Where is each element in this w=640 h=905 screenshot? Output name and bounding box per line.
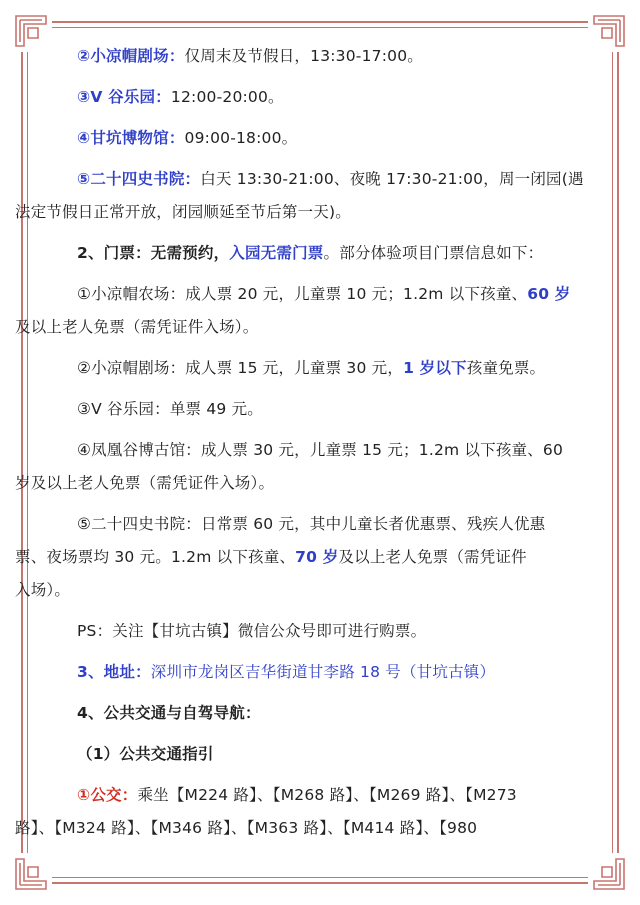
tickets-heading-label: 2、门票：无需预约， [77, 244, 230, 262]
bus-routes-cont: 路】、【M324 路】、【M346 路】、【M363 路】、【M414 路】、【980 [15, 819, 478, 837]
transport-subheading-text: （1）公共交通指引 [77, 745, 214, 763]
frame-left-line [21, 52, 23, 853]
ps-text: PS：关注【甘坑古镇】微信公众号即可进行购票。 [77, 622, 427, 640]
ticket-item-4 [15, 434, 592, 500]
ticket-text-tail: 孩童免票。 [466, 359, 546, 377]
ticket-text-cont: 及以上老人免票（需凭证件入场）。 [15, 318, 259, 336]
ticket-text-cont: 入场）。 [15, 581, 71, 599]
corner-ornament-top-right [592, 14, 626, 48]
bus-routes: 乘坐【M224 路】、【M268 路】、【M269 路】、【M273 [137, 786, 517, 804]
tickets-heading [77, 237, 592, 270]
hours-item-2 [77, 40, 592, 73]
ticket-item-5 [15, 508, 592, 607]
corner-ornament-bottom-left [14, 857, 48, 891]
tickets-free-entry: 入园无需门票 [229, 244, 324, 262]
corner-ornament-top-left [14, 14, 48, 48]
ticket-text-tail: 及以上老人免票（需凭证件 [338, 548, 527, 566]
ticket-highlight: 70 岁 [295, 548, 339, 566]
frame-top-inner-line [52, 27, 588, 28]
hours-item-4 [77, 122, 592, 155]
bus-info [15, 779, 592, 845]
venue-hours-cont: 法定节假日正常开放，闭园顺延至节后第一天)。 [15, 203, 351, 221]
address-value: 深圳市龙岗区吉华街道甘李路 18 号（甘坑古镇） [150, 663, 496, 681]
transport-subheading [77, 738, 592, 771]
ticket-highlight: 1 岁以下 [403, 359, 467, 377]
frame-left-inner-line [27, 52, 28, 853]
corner-ornament-bottom-right [592, 857, 626, 891]
frame-right-line [617, 52, 619, 853]
ticket-text: ⑤二十四史书院：日常票 60 元，其中儿童长者优惠票、残疾人优惠 [77, 515, 546, 533]
venue-hours: 09:00-18:00。 [184, 129, 298, 147]
address-label: 3、地址： [77, 663, 151, 681]
transport-heading [77, 697, 592, 730]
ticket-text: ①小凉帽农场：成人票 20 元，儿童票 10 元；1.2m 以下孩童、 [77, 285, 528, 303]
ticket-highlight: 60 岁 [527, 285, 571, 303]
ticket-text-cont: 票、夜场票均 30 元。1.2m 以下孩童、 [15, 548, 296, 566]
frame-bottom-line [52, 882, 588, 884]
bus-label: ①公交： [77, 786, 138, 804]
hours-item-5 [15, 163, 592, 229]
frame-bottom-inner-line [52, 877, 588, 878]
venue-name: ⑤二十四史书院： [77, 170, 201, 188]
ticket-item-3 [77, 393, 592, 426]
venue-hours: 白天 13:30-21:00、夜晚 17:30-21:00，周一闭园(遇 [200, 170, 584, 188]
frame-right-inner-line [612, 52, 613, 853]
frame-top-line [52, 21, 588, 23]
ticket-text: ②小凉帽剧场：成人票 15 元，儿童票 30 元， [77, 359, 404, 377]
ticket-item-2 [77, 352, 592, 385]
address [77, 656, 592, 689]
venue-name: ②小凉帽剧场： [77, 47, 185, 65]
ps-note [77, 615, 592, 648]
venue-name: ③V 谷乐园： [77, 88, 171, 106]
ticket-text: ③V 谷乐园：单票 49 元。 [77, 400, 264, 418]
transport-heading-text: 4、公共交通与自驾导航： [77, 704, 261, 722]
venue-hours: 12:00-20:00。 [170, 88, 284, 106]
ticket-item-1 [15, 278, 592, 344]
venue-name: ④甘坑博物馆： [77, 129, 185, 147]
article-body [15, 40, 592, 845]
hours-item-3 [77, 81, 592, 114]
venue-hours: 仅周末及节假日，13:30-17:00。 [184, 47, 423, 65]
ticket-text: ④凤凰谷博古馆：成人票 30 元，儿童票 15 元；1.2m 以下孩童、60 [77, 441, 564, 459]
tickets-heading-tail: 。部分体验项目门票信息如下： [323, 244, 544, 262]
ticket-text-cont: 岁及以上老人免票（需凭证件入场）。 [15, 474, 275, 492]
